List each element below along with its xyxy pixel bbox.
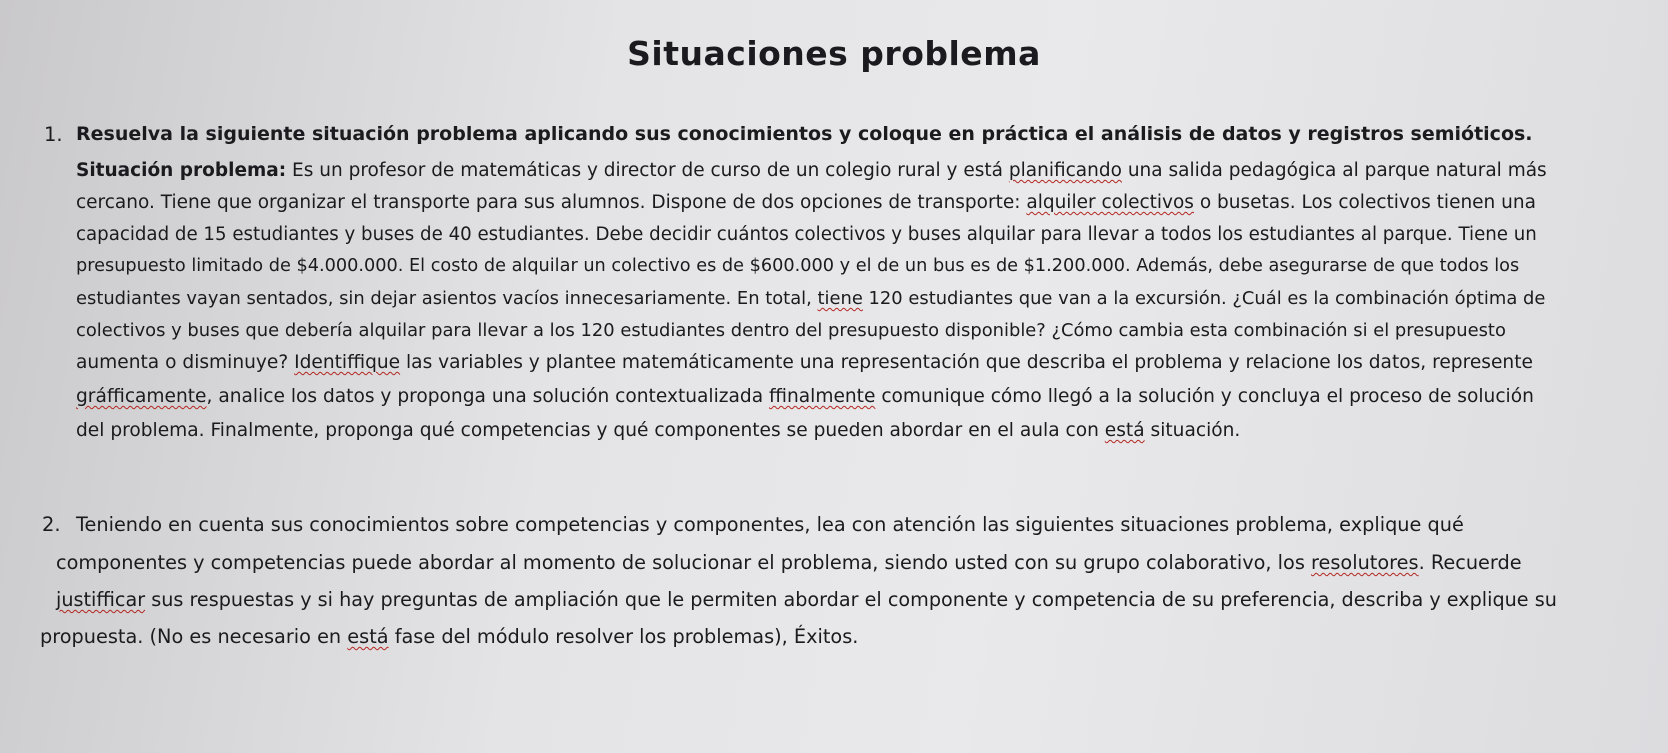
item-1-line-4: capacidad de 15 estudiantes y buses de 40 estudiantes. Debe decidir cuántos colectivos y buses alquilar para llevar a todos los estudiantes al parque. Tiene un (76, 224, 1537, 245)
page-title: Situaciones problema (627, 34, 1041, 73)
spellcheck-word: tiene (817, 288, 863, 309)
item-1-line-2: Situación problema: Es un profesor de matemáticas y director de curso de un colegio rural y está planificando una salida pedagógica al parque natural más (76, 160, 1547, 181)
item-2-line-1: Teniendo en cuenta sus conocimientos sobre competencias y componentes, lea con atención las siguientes situaciones problema, explique qué (76, 513, 1464, 536)
spellcheck-word: alquiler colectivos (1026, 192, 1194, 213)
spellcheck-word: resolutores (1311, 551, 1419, 574)
item-1-line-10: del problema. Finalmente, proponga qué competencias y qué componentes se pueden abordar en el aula con está situación. (76, 420, 1241, 441)
item-2-line-3: justifficar sus respuestas y si hay preguntas de ampliación que le permiten abordar el componente y competencia de su preferencia, describa y explique su (56, 588, 1557, 611)
item-1-heading: Resuelva la siguiente situación problema aplicando sus conocimientos y coloque en práctica el análisis de datos y registros semióticos. (76, 123, 1533, 145)
item-1-line-5: presupuesto limitado de $4.000.000. El costo de alquilar un colectivo es de $600.000 y el de un bus es de $1.200.000. Además, debe asegurarse de que todos los (76, 256, 1520, 276)
spellcheck-word: está (347, 625, 389, 648)
spellcheck-word: Identiffique (294, 352, 401, 373)
item-1-number: 1. (44, 123, 63, 146)
item-2-number: 2. (42, 513, 61, 536)
spellcheck-word: está (1104, 420, 1145, 441)
item-1-line-6: estudiantes vayan sentados, sin dejar asientos vacíos innecesariamente. En total, tiene 120 estudiantes que van a la excursión. ¿Cuál es la combinación óptima de (76, 288, 1546, 309)
spellcheck-word: planificando (1008, 160, 1122, 181)
item-1-line-9: gráfficamente, analice los datos y proponga una solución contextualizada ffinalmente comunique cómo llegó a la solución y concluya el proceso de solución (76, 386, 1534, 407)
spellcheck-word: gráfficamente (76, 386, 207, 407)
spellcheck-word: justifficar (56, 588, 146, 611)
spellcheck-word: ffinalmente (769, 386, 876, 407)
item-1-line-7: colectivos y buses que debería alquilar para llevar a los 120 estudiantes dentro del presupuesto disponible? ¿Cómo cambia esta combinación si el presupuesto (76, 320, 1506, 341)
item-2-line-4: propuesta. (No es necesario en está fase del módulo resolver los problemas), Éxitos. (40, 625, 859, 648)
situation-label: Situación problema: (76, 160, 287, 181)
item-1-line-8: aumenta o disminuye? Identiffique las variables y plantee matemáticamente una representación que describa el problema y relacione los datos, represente (76, 352, 1533, 373)
item-1-line-3: cercano. Tiene que organizar el transporte para sus alumnos. Dispone de dos opciones de transporte: alquiler colectivos o busetas. Los colectivos tienen una (76, 192, 1536, 213)
item-2-line-2: componentes y competencias puede abordar al momento de solucionar el problema, siendo usted con su grupo colaborativo, los resolutores. Recuerde (56, 551, 1522, 574)
